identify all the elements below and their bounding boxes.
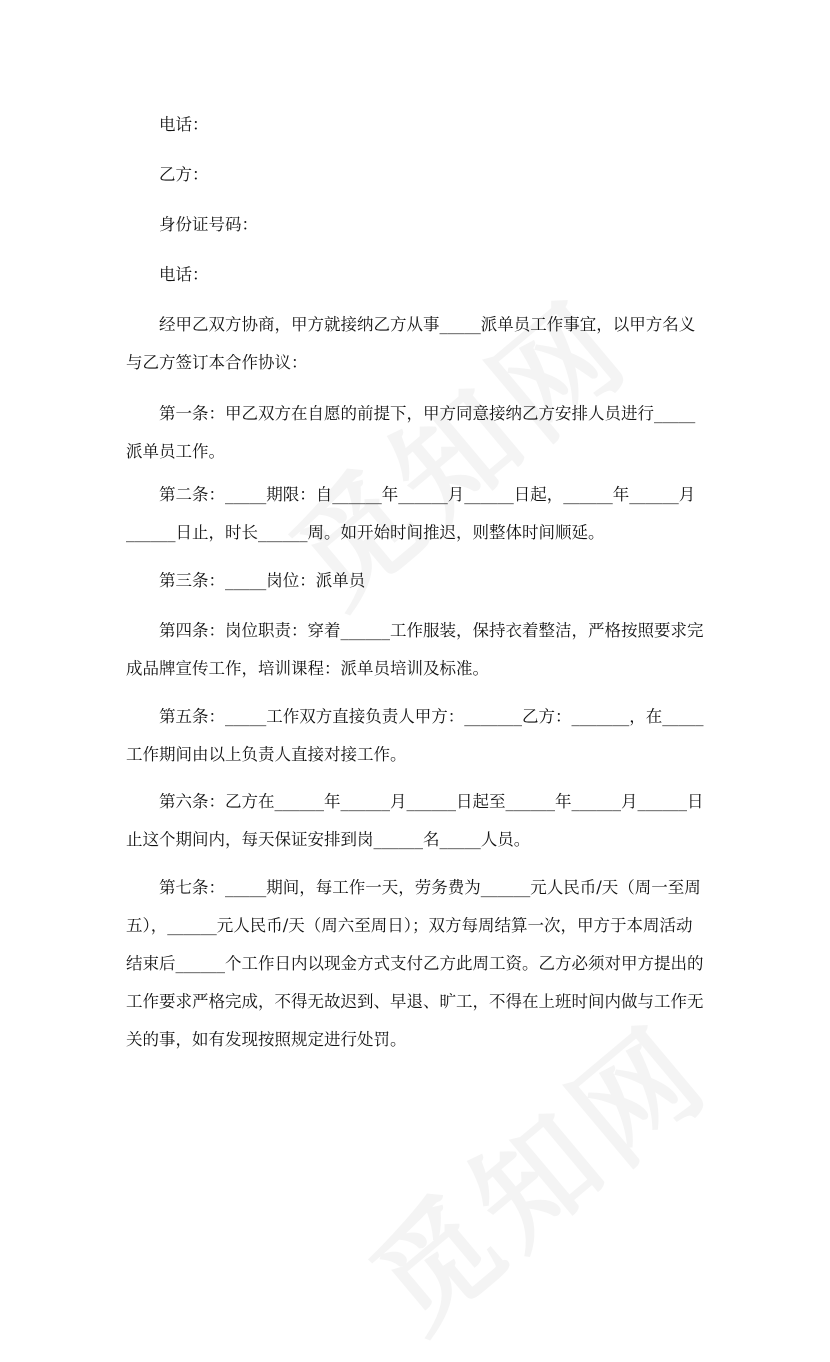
article-1: 第一条：甲乙双方在自愿的前提下，甲方同意接纳乙方安排人员进行_____派单员工作。 [126,404,696,461]
article-4: 第四条：岗位职责：穿着______工作服装，保持衣着整洁，严格按照要求完成品牌宣传工作，培训课程：派单员培训及标准。 [126,621,704,678]
article-7: 第七条：_____期间，每工作一天，劳务费为______元人民币/天（周一至周五），______元人民币/天（周六至周日）；双方每周结算一次，甲方于本周活动结束后______个工作日内以现金方式支付乙方此周工资。乙方必须对甲方提出的工作要求严格完成，不得无故迟到、早退、旷工，不得在上班时间内做与工作无关的事，如有发现按照规定进行处罚。 [126,878,704,1049]
article-3: 第三条：_____岗位：派单员 [159,571,366,590]
id-number-line: 身份证号码： [159,215,258,234]
party-b-line: 乙方： [159,165,209,184]
article-6: 第六条：乙方在______年______月______日起至______年______月______日止这个期间内，每天保证安排到岗______名_____人员。 [126,792,704,849]
party-a-phone-line: 电话： [159,115,209,134]
preamble-paragraph: 经甲乙双方协商，甲方就接纳乙方从事_____派单员工作事宜，以甲方名义与乙方签订本合作协议： [126,315,696,372]
party-b-phone-line: 电话： [159,265,209,284]
article-5: 第五条：_____工作双方直接负责人甲方：_______乙方：_______，在_____工作期间由以上负责人直接对接工作。 [126,707,704,764]
article-2: 第二条：_____期限：自______年______月______日起，______年______月______日止，时长______周。如开始时间推迟，则整体时间顺延。 [126,485,696,542]
